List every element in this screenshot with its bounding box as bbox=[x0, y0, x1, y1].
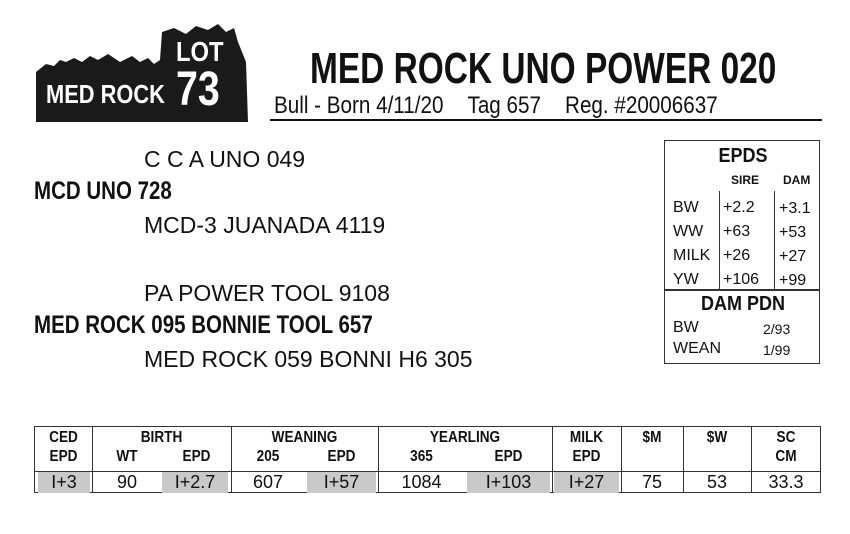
lot-number: 73 bbox=[176, 63, 220, 116]
epd-title: EPDS bbox=[718, 145, 768, 167]
dam-dam: MED ROCK 059 BONNI H6 305 bbox=[144, 346, 473, 372]
col-yearling-epd: EPD bbox=[494, 448, 523, 465]
col-sw: $W bbox=[706, 429, 728, 446]
epd-divider bbox=[719, 191, 720, 289]
col-birth: BIRTH bbox=[140, 429, 183, 446]
yearling-365-value: 1084 bbox=[401, 472, 442, 492]
epd-sire-value: +63 bbox=[723, 223, 751, 240]
epd-divider bbox=[774, 191, 775, 289]
epd-col-dam: DAM bbox=[783, 173, 811, 187]
epd-row-label: MILK bbox=[673, 247, 711, 264]
sire: MCD UNO 728 bbox=[34, 177, 172, 205]
epd-sire-value: +106 bbox=[723, 271, 760, 288]
dam-pdn-label: WEAN bbox=[673, 340, 721, 357]
sire-sire: C C A UNO 049 bbox=[144, 146, 306, 172]
epd-col-sire: SIRE bbox=[731, 173, 760, 187]
col-sc-cm: CM bbox=[775, 448, 797, 465]
sc-value: 33.3 bbox=[768, 472, 804, 492]
col-ced: CED bbox=[49, 429, 78, 446]
col-sm: $M bbox=[642, 429, 662, 446]
epd-row-label: WW bbox=[673, 223, 704, 240]
weaning-epd-value: I+57 bbox=[307, 472, 376, 493]
tag-number: Tag 657 bbox=[467, 92, 541, 119]
dam-pdn-title: DAM PDN bbox=[700, 293, 786, 315]
sw-value: 53 bbox=[706, 472, 728, 492]
animal-info-line bbox=[274, 92, 742, 120]
epd-row-label: YW bbox=[673, 271, 699, 288]
epd-dam-value: +3.1 bbox=[779, 200, 811, 217]
dam: MED ROCK 095 BONNIE TOOL 657 bbox=[34, 311, 373, 339]
header-divider bbox=[270, 119, 822, 121]
epd-box bbox=[664, 140, 820, 364]
registration-number: Reg. #20006637 bbox=[565, 92, 718, 119]
birth-wt-value: 90 bbox=[116, 472, 138, 492]
animal-name-title: MED ROCK UNO POWER 020 bbox=[310, 44, 777, 93]
birth-epd-value: I+2.7 bbox=[162, 472, 228, 493]
lot-label: LOT bbox=[176, 36, 224, 67]
col-sc: SC bbox=[776, 429, 796, 446]
dam-pdn-label: BW bbox=[673, 319, 699, 336]
col-ced-epd: EPD bbox=[49, 448, 78, 465]
col-yearling: YEARLING bbox=[429, 429, 501, 446]
col-milk: MILK bbox=[569, 429, 604, 446]
milk-epd-value: I+27 bbox=[554, 472, 619, 493]
col-milk-epd: EPD bbox=[572, 448, 601, 465]
dam-pdn-value: 2/93 bbox=[763, 321, 791, 337]
epd-sire-value: +26 bbox=[723, 247, 751, 264]
epd-dam-value: +99 bbox=[779, 272, 807, 289]
col-weaning-epd: EPD bbox=[327, 448, 356, 465]
epd-sire-value: +2.2 bbox=[723, 199, 755, 216]
col-weaning: WEANING bbox=[271, 429, 338, 446]
sire-dam: MCD-3 JUANADA 4119 bbox=[144, 212, 386, 238]
dam-pdn-value: 1/99 bbox=[763, 342, 791, 358]
epd-dam-value: +53 bbox=[779, 224, 807, 241]
epd-section-divider bbox=[665, 289, 819, 291]
table-divider bbox=[552, 427, 553, 493]
dam-sire: PA POWER TOOL 9108 bbox=[144, 280, 390, 306]
col-birth-wt: WT bbox=[116, 448, 138, 465]
weaning-205-value: 607 bbox=[252, 472, 284, 492]
epd-dam-value: +27 bbox=[779, 248, 807, 265]
col-yearling-365: 365 bbox=[410, 448, 433, 465]
col-birth-epd: EPD bbox=[182, 448, 211, 465]
epd-row-label: BW bbox=[673, 199, 699, 216]
sex-born: Bull - Born 4/11/20 bbox=[274, 92, 444, 119]
performance-table bbox=[34, 426, 821, 493]
col-weaning-205: 205 bbox=[256, 448, 280, 465]
yearling-epd-value: I+103 bbox=[467, 472, 550, 493]
sm-value: 75 bbox=[641, 472, 663, 492]
brand-name: MED ROCK bbox=[46, 79, 165, 109]
ced-epd-value: I+3 bbox=[38, 472, 90, 493]
